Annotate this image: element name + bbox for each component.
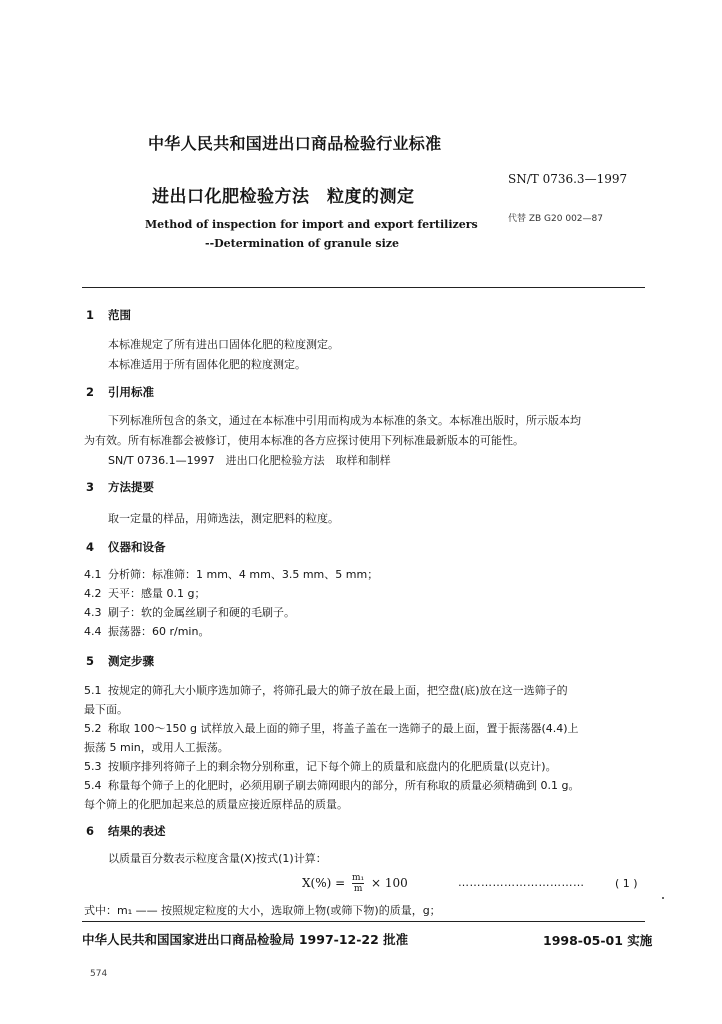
section-heading-5 xyxy=(86,653,154,669)
list-item xyxy=(84,585,205,601)
section-title: 结果的表述 xyxy=(108,824,166,838)
list-item xyxy=(84,566,378,582)
item-number: 4.1 xyxy=(84,568,102,581)
section-number: 3 xyxy=(86,480,95,494)
item-continuation: 最下面。 xyxy=(84,703,128,716)
formula-fraction xyxy=(352,873,364,894)
item-text: 天平：感量 0.1 g； xyxy=(108,587,206,600)
item-text: 按顺序排列将筛子上的剩余物分别称重，记下每个筛上的质量和底盘内的化肥质量(以克计)。 xyxy=(108,760,557,773)
list-item xyxy=(84,604,295,620)
formula-lhs: X(%) = xyxy=(302,876,346,890)
page-number: 574 xyxy=(90,969,108,979)
list-item xyxy=(84,777,579,793)
section-number: 1 xyxy=(86,308,95,322)
item-number: 4.4 xyxy=(84,625,102,638)
implementation-date: 1998-05-01 实施 xyxy=(543,933,653,948)
approval-line: 中华人民共和国国家进出口商品检验局 1997-12-22 批准 xyxy=(82,932,409,947)
item-text: 称量每个筛子上的化肥时，必须用刷子刷去筛网眼内的部分，所有称取的质量必须精确到 0.1 g。 xyxy=(108,779,580,792)
paragraph: 下列标准所包含的条文，通过在本标准中引用而构成为本标准的条文。本标准出版时，所示版本均 xyxy=(108,414,581,427)
item-number: 5.3 xyxy=(84,760,102,773)
replaces-standard: 代替 ZB G20 002—87 xyxy=(508,214,603,224)
item-number: 4.2 xyxy=(84,587,102,600)
fraction-denominator: m xyxy=(353,884,363,894)
paragraph: 取一定量的样品，用筛选法，测定肥料的粒度。 xyxy=(108,512,339,525)
section-number: 4 xyxy=(86,540,95,554)
document-title: 进出口化肥检验方法 粒度的测定 xyxy=(152,187,415,207)
standard-number: SN/T 0736.3—1997 xyxy=(508,172,628,186)
paragraph: 以质量百分数表示粒度含量(X)按式(1)计算： xyxy=(108,852,327,865)
section-heading-3 xyxy=(86,479,154,495)
item-text: 振荡器：60 r/min。 xyxy=(108,625,210,638)
section-heading-2 xyxy=(86,384,154,400)
english-title-line1: Method of inspection for import and export fertilizers xyxy=(145,218,478,231)
item-number: 5.1 xyxy=(84,684,102,697)
section-title: 方法提要 xyxy=(108,480,154,494)
item-text: 分析筛：标准筛：1 mm、4 mm、3.5 mm、5 mm； xyxy=(108,568,379,581)
section-title: 引用标准 xyxy=(108,385,154,399)
fraction-numerator: m₁ xyxy=(352,873,365,883)
section-title: 范围 xyxy=(108,308,131,322)
item-continuation: 振荡 5 min，或用人工振荡。 xyxy=(84,741,229,754)
section-title: 仪器和设备 xyxy=(108,540,166,554)
issuing-authority-title: 中华人民共和国进出口商品检验行业标准 xyxy=(148,134,442,153)
paragraph: 为有效。所有标准都会被修订，使用本标准的各方应探讨使用下列标准最新版本的可能性。 xyxy=(84,434,524,447)
list-item xyxy=(84,682,568,698)
item-text: 按规定的筛孔大小顺序选加筛子，将筛孔最大的筛子放在最上面，把空盘(底)放在这一选筛子的 xyxy=(108,684,568,697)
item-continuation: 每个筛上的化肥加起来总的质量应接近原样品的质量。 xyxy=(84,798,348,811)
list-item xyxy=(84,758,557,774)
footer-divider xyxy=(82,921,645,922)
list-item xyxy=(84,623,209,639)
scan-speck xyxy=(662,897,664,899)
item-number: 5.2 xyxy=(84,722,102,735)
section-heading-1 xyxy=(86,307,131,323)
item-text: 称取 100～150 g 试样放入最上面的筛子里，将盖子盖在一选筛子的最上面，置于振荡器(4.4)上 xyxy=(108,722,579,735)
section-number: 5 xyxy=(86,654,95,668)
section-heading-6 xyxy=(86,823,166,839)
section-number: 2 xyxy=(86,385,95,399)
section-heading-4 xyxy=(86,539,166,555)
granule-content-formula xyxy=(302,873,408,894)
paragraph: 本标准适用于所有固体化肥的粒度测定。 xyxy=(108,358,306,371)
item-number: 4.3 xyxy=(84,606,102,619)
section-number: 6 xyxy=(86,824,95,838)
list-item xyxy=(84,720,579,736)
equation-number: ( 1 ) xyxy=(615,877,638,890)
section-title: 测定步骤 xyxy=(108,654,154,668)
formula-rhs: × 100 xyxy=(371,876,408,890)
paragraph: 本标准规定了所有进出口固体化肥的粒度测定。 xyxy=(108,338,339,351)
header-divider xyxy=(82,287,645,288)
english-title-line2: --Determination of granule size xyxy=(205,237,400,250)
leader-dots: …………………………… xyxy=(458,876,585,889)
normative-reference: SN/T 0736.1—1997 进出口化肥检验方法 取样和制样 xyxy=(108,454,391,467)
variable-definition: 式中：m₁ —— 按照规定粒度的大小，选取筛上物(或筛下物)的质量，g； xyxy=(84,904,441,917)
item-text: 刷子：软的金属丝刷子和硬的毛刷子。 xyxy=(108,606,295,619)
item-number: 5.4 xyxy=(84,779,102,792)
